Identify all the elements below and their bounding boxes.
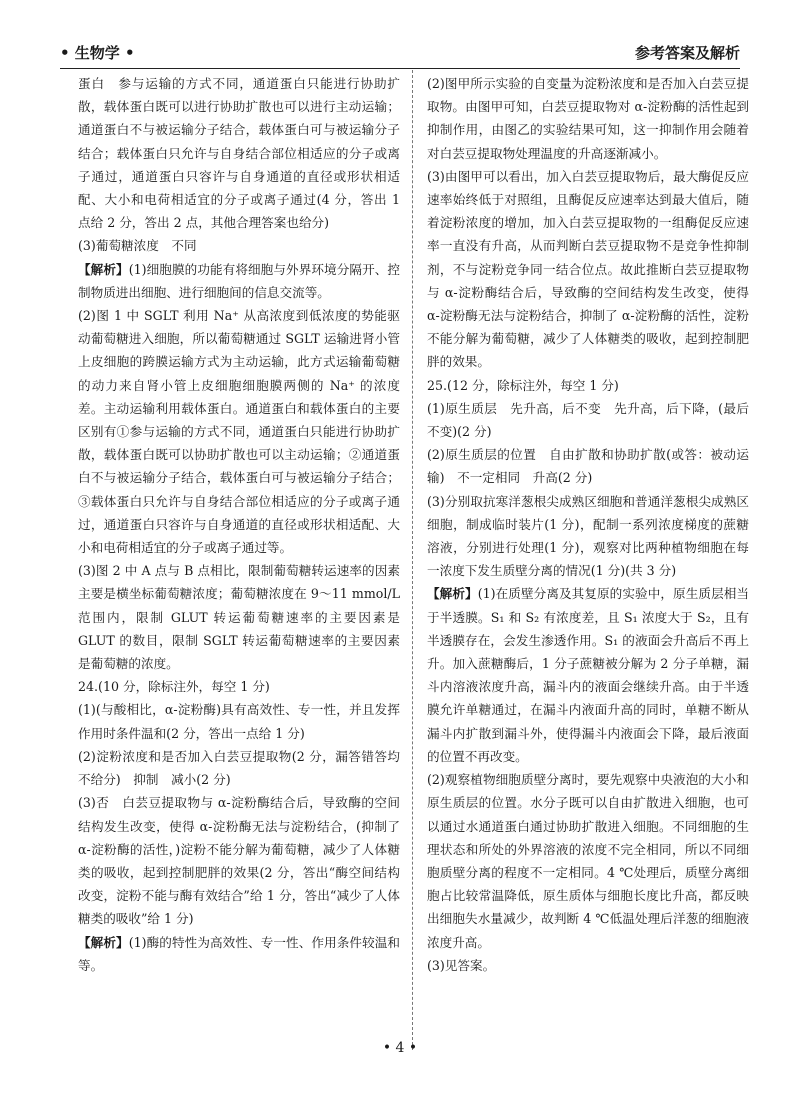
paragraph — [78, 234, 400, 257]
paragraph-text: (1)(与酸相比，α-淀粉酶)具有高效性、专一性，并且发挥作用时条件温和(2 分，答出一点给 1 分) — [78, 702, 400, 741]
left-column — [78, 72, 400, 977]
paragraph-text: (1)在质壁分离及其复原的实验中，原生质层相当于半透膜。S₁ 和 S₂ 有浓度差，且 S₁ 浓度大于 S₂，且有半透膜存在，会发生渗透作用。S₁ 的液面会升高后不再上升。加入蔗糖酶后，1 分子蔗糖被分解为 2 分子单糖，漏斗内溶液浓度升高，漏斗内的液面会继续升高。由于半透膜允许单糖通过，在漏斗内液面升高的同时，单糖不断从漏斗内扩散到漏斗外，使得漏斗内液面会下降，最后液面的位置不再改变。 — [427, 586, 750, 764]
paragraph-text: (3)见答案。 — [427, 957, 496, 973]
column-divider — [412, 70, 413, 1050]
paragraph-text: (3)否 白芸豆提取物与 α-淀粉酶结合后，导致酶的空间结构发生改变，使得 α-淀粉酶无法与淀粉结合，(抑制了 α-淀粉酶的活性，)淀粉不能分解为葡萄糖，减少了人体糖类的吸收，起到控制肥胖的效果(2 分，答出“酶空间结构改变，淀粉不能与酶有效结合”给 1 分，答出“减少了人体糖类的吸收”给 1 分) — [78, 795, 400, 927]
paragraph — [427, 72, 749, 165]
paragraph — [78, 258, 400, 304]
paragraph — [427, 443, 749, 489]
paragraph — [427, 582, 749, 768]
page-header — [60, 40, 740, 69]
paragraph — [427, 374, 749, 397]
paragraph — [427, 490, 749, 583]
paragraph-text: (3)葡萄糖浓度 不同 — [78, 238, 197, 254]
right-column — [427, 72, 749, 977]
paragraph-text: 蛋白 参与运输的方式不同，通道蛋白只能进行协助扩散，载体蛋白既可以进行协助扩散也可以进行主动运输；通道蛋白不与被运输分子结合，载体蛋白可与被运输分子结合；载体蛋白只允许与自身结合部位相适应的分子或离子通过，通道蛋白只容许与自身通道的直径或形状相适配、大小和电荷相适宜的分子或离子通过(4 分，答出 1 点给 2 分，答出 2 点，其他合理答案也给分) — [78, 76, 400, 231]
paragraph — [78, 304, 400, 559]
paragraph — [78, 745, 400, 791]
paragraph-text: (2)图甲所示实验的自变量为淀粉浓度和是否加入白芸豆提取物。由图甲可知，白芸豆提取物对 α-淀粉酶的活性起到抑制作用，由图乙的实验结果可知，这一抑制作用会随着对白芸豆提取物处理温度的升高逐渐减小。 — [427, 76, 749, 161]
paragraph — [427, 165, 749, 374]
paragraph-text: 25.(12 分，除标注外，每空 1 分) — [427, 377, 619, 393]
section-title: 参考答案及解析 — [634, 44, 740, 62]
paragraph-text: (2)观察植物细胞质壁分离时，要先观察中央液泡的大小和原生质层的位置。水分子既可以自由扩散进入细胞，也可以通过水通道蛋白通过协助扩散进入细胞。不同细胞的生理状态和所处的外界溶液的浓度不完全相同，所以不同细胞质壁分离的程度不一定相同。4 ℃处理后，质壁分离细胞占比较常温降低，原生质体与细胞长度比升高，都反映出细胞失水量减少，故判断 4 ℃低温处理后洋葱的细胞液浓度升高。 — [427, 772, 749, 950]
paragraph-text: (3)分别取抗寒洋葱根尖成熟区细胞和普通洋葱根尖成熟区细胞，制成临时装片(1 分)，配制一系列浓度梯度的蔗糖溶液，分别进行处理(1 分)，观察对比两种植物细胞在每一浓度下发生质壁分离的情况(1 分)(共 3 分) — [427, 493, 749, 579]
paragraph-text: (3)图 2 中 A 点与 B 点相比，限制葡萄糖转运速率的因素主要是横坐标葡萄糖浓度；葡萄糖浓度在 9～11 mmol/L 范围内，限制 GLUT 转运葡萄糖速率的主要因素是 GLUT 的数目，限制 SGLT 转运葡萄糖速率的主要因素是葡萄糖的浓度。 — [78, 563, 400, 672]
paragraph-text: (3)由图甲可以看出，加入白芸豆提取物后，最大酶促反应速率始终低于对照组，且酶促反应速率达到最大值后，随着淀粉浓度的增加，加入白芸豆提取物的一组酶促反应速率一直没有升高，从而判断白芸豆提取物不是竞争性抑制剂，不与淀粉竞争同一结合位点。故此推断白芸豆提取物与 α-淀粉酶结合后，导致酶的空间结构发生改变，使得 α-淀粉酶无法与淀粉结合，抑制了 α-淀粉酶的活性，淀粉不能分解为葡萄糖，减少了人体糖类的吸收，起到控制肥胖的效果。 — [427, 168, 749, 370]
analysis-tag: 【解析】 — [78, 261, 129, 277]
paragraph — [78, 698, 400, 744]
paragraph — [78, 791, 400, 930]
paragraph-text: (1)酶的特性为高效性、专一性、作用条件较温和等。 — [78, 934, 401, 973]
paragraph-text: (1)细胞膜的功能有将细胞与外界环境分隔开、控制物质进出细胞、进行细胞间的信息交流等。 — [78, 261, 401, 300]
subject-title: • 生物学 • — [60, 44, 135, 62]
paragraph — [78, 675, 400, 698]
paragraph-text: (2)原生质层的位置 自由扩散和协助扩散(或答：被动运输) 不一定相同 升高(2 分) — [427, 447, 749, 486]
analysis-tag: 【解析】 — [427, 586, 478, 602]
paragraph-text: (2)图 1 中 SGLT 利用 Na⁺ 从高浓度到低浓度的势能驱动葡萄糖进入细胞，所以葡萄糖通过 SGLT 运输进肾小管上皮细胞的跨膜运输方式为主动运输，此方式运输葡萄糖的动力来自肾小管上皮细胞细胞膜两侧的 Na⁺ 的浓度差。主动运输利用载体蛋白。通道蛋白和载体蛋白的主要区别有①参与运输的方式不同，通道蛋白只能进行协助扩散，载体蛋白既可以协助扩散也可以主动运输；②通道蛋白不与被运输分子结合，载体蛋白可与被运输分子结合；③载体蛋白只允许与自身结合部位相适应的分子或离子通过，通道蛋白只容许与自身通道的直径或形状相适配、大小和电荷相适宜的分子或离子通过等。 — [78, 308, 400, 556]
analysis-tag: 【解析】 — [78, 934, 129, 950]
paragraph — [427, 768, 749, 954]
paragraph — [427, 954, 749, 977]
paragraph — [427, 397, 749, 443]
paragraph-text: (1)原生质层 先升高，后不变 先升高，后下降，(最后不变)(2 分) — [427, 400, 749, 440]
paragraph-text: 24.(10 分，除标注外，每空 1 分) — [78, 679, 270, 695]
page-number: • 4 • — [382, 1040, 418, 1056]
paragraph — [78, 559, 400, 675]
paragraph — [78, 72, 400, 234]
paragraph-text: (2)淀粉浓度和是否加入白芸豆提取物(2 分，漏答错答均不给分) 抑制 减小(2 分) — [78, 748, 400, 788]
paragraph — [78, 931, 400, 977]
